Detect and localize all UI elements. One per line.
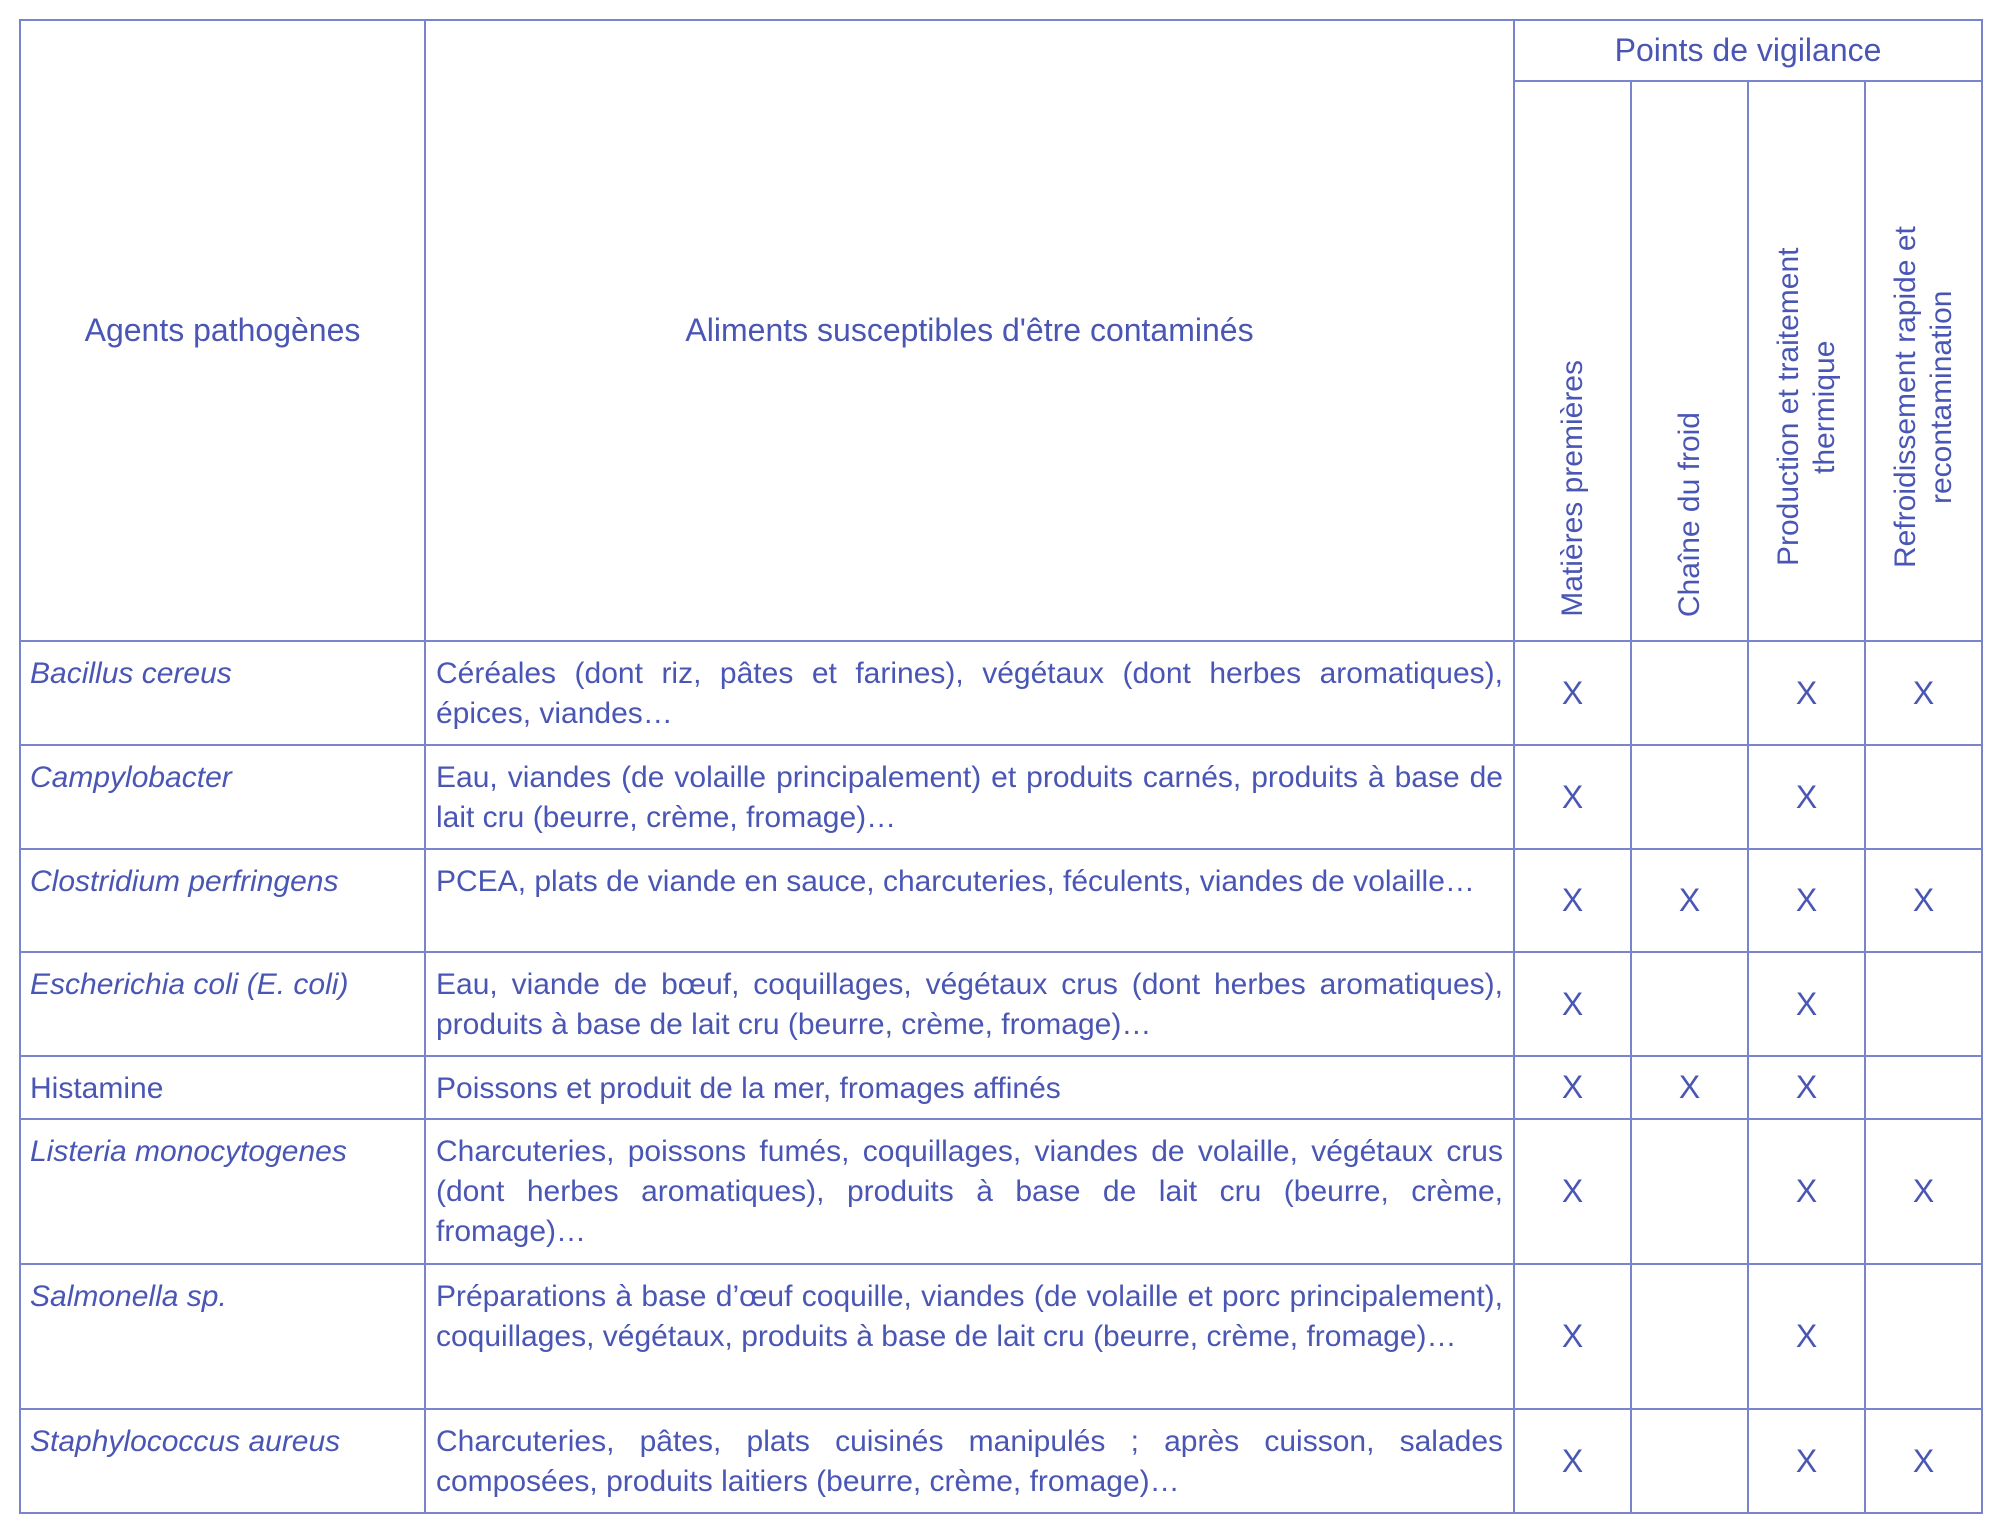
mark-production: X (1748, 745, 1865, 849)
mark-cold-chain (1631, 745, 1748, 849)
mark-cooling (1865, 1056, 1982, 1119)
agent-cell: Clostridium perfringens (20, 849, 425, 952)
mark-raw-materials: X (1514, 1056, 1631, 1119)
header-raw-materials-label: Matières premières (1555, 360, 1589, 617)
agent-cell: Salmonella sp. (20, 1264, 425, 1409)
mark-cooling: X (1865, 849, 1982, 952)
header-vigilance: Points de vigilance (1514, 20, 1982, 81)
table-row (20, 1264, 1982, 1409)
pathogen-table (19, 19, 1983, 1514)
header-production-label: Production et traitement thermique (1771, 247, 1841, 567)
foods-cell: Préparations à base d’œuf coquille, viandes (de volaille et porc principalement), coquillages, végétaux, produits à base de lait cru (beurre, crème, fromage)… (425, 1264, 1514, 1409)
agent-cell: Staphylococcus aureus (20, 1409, 425, 1513)
mark-production: X (1748, 1119, 1865, 1264)
mark-production: X (1748, 849, 1865, 952)
mark-cold-chain (1631, 952, 1748, 1056)
mark-production: X (1748, 641, 1865, 745)
agent-cell: Listeria monocytogenes (20, 1119, 425, 1264)
header-agents: Agents pathogènes (20, 20, 425, 641)
mark-cooling: X (1865, 1119, 1982, 1264)
header-col-raw-materials (1514, 81, 1631, 641)
mark-cold-chain (1631, 641, 1748, 745)
mark-cooling (1865, 1264, 1982, 1409)
mark-production: X (1748, 1409, 1865, 1513)
mark-cooling: X (1865, 641, 1982, 745)
foods-cell: PCEA, plats de viande en sauce, charcuteries, féculents, viandes de volaille… (425, 849, 1514, 952)
table-row (20, 745, 1982, 849)
agent-cell: Escherichia coli (E. coli) (20, 952, 425, 1056)
header-col-cooling (1865, 81, 1982, 641)
mark-cold-chain (1631, 1264, 1748, 1409)
agent-cell: Histamine (20, 1056, 425, 1119)
mark-production: X (1748, 1056, 1865, 1119)
header-col-production (1748, 81, 1865, 641)
table-row (20, 1119, 1982, 1264)
mark-production: X (1748, 1264, 1865, 1409)
mark-raw-materials: X (1514, 641, 1631, 745)
mark-cooling: X (1865, 1409, 1982, 1513)
table-row (20, 1056, 1982, 1119)
foods-cell: Eau, viande de bœuf, coquillages, végétaux crus (dont herbes aromatiques), produits à base de lait cru (beurre, crème, fromage)… (425, 952, 1514, 1056)
mark-raw-materials: X (1514, 952, 1631, 1056)
mark-cold-chain (1631, 1119, 1748, 1264)
agent-cell: Bacillus cereus (20, 641, 425, 745)
mark-raw-materials: X (1514, 849, 1631, 952)
mark-cold-chain: X (1631, 1056, 1748, 1119)
foods-cell: Poissons et produit de la mer, fromages affinés (425, 1056, 1514, 1119)
mark-raw-materials: X (1514, 745, 1631, 849)
mark-raw-materials: X (1514, 1409, 1631, 1513)
table-row (20, 849, 1982, 952)
table-row (20, 1409, 1982, 1513)
mark-cooling (1865, 745, 1982, 849)
foods-cell: Charcuteries, poissons fumés, coquillages, viandes de volaille, végétaux crus (dont herbes aromatiques), produits à base de lait cru (beurre, crème, fromage)… (425, 1119, 1514, 1264)
table-row (20, 952, 1982, 1056)
header-cooling-label: Refroidissement rapide et recontamination (1888, 226, 1958, 568)
foods-cell: Eau, viandes (de volaille principalement) et produits carnés, produits à base de lait cru (beurre, crème, fromage)… (425, 745, 1514, 849)
foods-cell: Céréales (dont riz, pâtes et farines), végétaux (dont herbes aromatiques), épices, viandes… (425, 641, 1514, 745)
mark-cold-chain: X (1631, 849, 1748, 952)
mark-raw-materials: X (1514, 1264, 1631, 1409)
table-header (20, 20, 1982, 641)
header-cold-chain-label: Chaîne du froid (1672, 411, 1706, 617)
mark-production: X (1748, 952, 1865, 1056)
foods-cell: Charcuteries, pâtes, plats cuisinés manipulés ; après cuisson, salades composées, produits laitiers (beurre, crème, fromage)… (425, 1409, 1514, 1513)
agent-cell: Campylobacter (20, 745, 425, 849)
mark-raw-materials: X (1514, 1119, 1631, 1264)
header-col-cold-chain (1631, 81, 1748, 641)
mark-cold-chain (1631, 1409, 1748, 1513)
header-foods: Aliments susceptibles d'être contaminés (425, 20, 1514, 641)
mark-cooling (1865, 952, 1982, 1056)
table-row (20, 641, 1982, 745)
table-body (20, 641, 1982, 1513)
